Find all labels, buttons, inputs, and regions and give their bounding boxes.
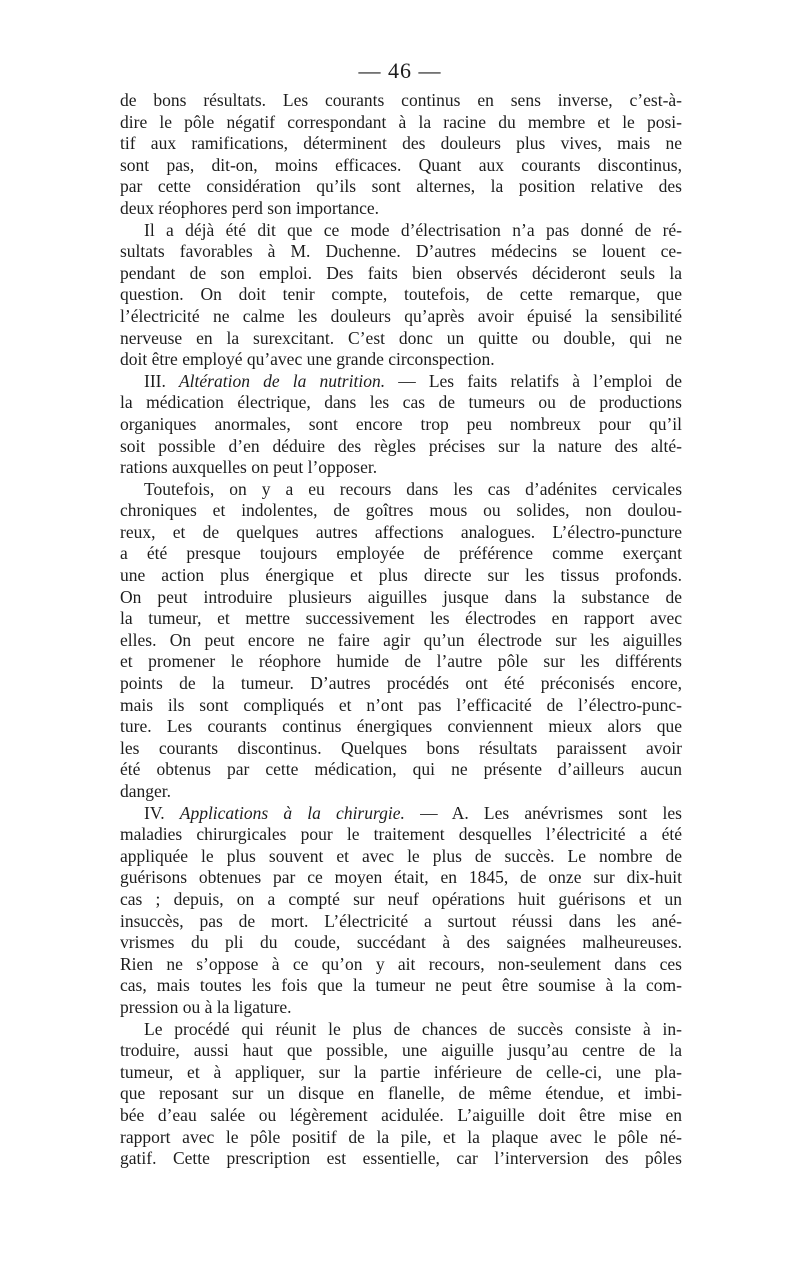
- paragraph: [120, 220, 682, 371]
- page-number: — 46 —: [358, 58, 442, 83]
- text-line: Il a déjà été dit que ce mode d’électrisation n’a pas donné de ré-: [144, 219, 682, 240]
- section-title: Altération de la nutrition.: [178, 370, 386, 391]
- text-line: points de la tumeur. D’autres procédés ont été préconisés encore,: [120, 673, 682, 694]
- line-text: — Les faits relatifs à l’emploi de: [385, 370, 682, 391]
- text-line: et promener le réophore humide de l’autre pôle sur les différents: [120, 651, 682, 672]
- text-line: a été presque toujours employée de préférence comme exerçant: [120, 543, 682, 564]
- text-line: par cette considération qu’ils sont alternes, la position relative des: [120, 176, 682, 197]
- text-line: Toutefois, on y a eu recours dans les cas d’adénites cervicales: [144, 478, 682, 499]
- text-line: elles. On peut encore ne faire agir qu’un électrode sur les aiguilles: [120, 629, 682, 650]
- text-line: soit possible d’en déduire des règles précises sur la nature des alté-: [120, 435, 682, 456]
- text-line: la médication électrique, dans les cas de tumeurs ou de productions: [120, 392, 682, 413]
- text-line: mais ils sont compliqués et n’ont pas l’efficacité de l’électro-punc-: [120, 694, 682, 715]
- text-line: Le procédé qui réunit le plus de chances de succès consiste à in-: [144, 1018, 682, 1039]
- text-line: sont pas, dit-on, moins efficaces. Quant aux courants discontinus,: [120, 154, 682, 175]
- text-line: été obtenus par cette médication, qui ne présente d’ailleurs aucun: [120, 759, 682, 780]
- text-line: rations auxquelles on peut l’opposer.: [120, 457, 378, 478]
- text-line: tumeur, et à appliquer, sur la partie inférieure de celle-ci, une pla-: [120, 1061, 682, 1082]
- text-line: deux réophores perd son importance.: [120, 197, 380, 218]
- text-line: organiques anormales, sont encore trop peu nombreux pour qu’il: [120, 413, 682, 434]
- text-line: une action plus énergique et plus directe sur les tissus profonds.: [120, 565, 682, 586]
- text-line: pendant de son emploi. Des faits bien observés décideront seuls la: [120, 262, 682, 283]
- text-line: tif aux ramifications, déterminent des douleurs plus vives, mais ne: [120, 133, 682, 154]
- text-line: cas, mais toutes les fois que la tumeur ne peut être soumise à la com-: [120, 975, 682, 996]
- text-line: bée d’eau salée ou légèrement acidulée. L’aiguille doit être mise en: [120, 1104, 682, 1125]
- paragraph: [120, 1019, 682, 1170]
- text-line: maladies chirurgicales pour le traitement desquelles l’électricité a été: [120, 824, 682, 845]
- paragraph: [120, 90, 682, 220]
- text-line: On peut introduire plusieurs aiguilles jusque dans la substance de: [120, 586, 682, 607]
- line-text: — A. Les anévrismes sont les: [404, 802, 682, 823]
- text-line: Rien ne s’oppose à ce qu’on y ait recours, non-seulement dans ces: [120, 953, 682, 974]
- text-line: que reposant sur un disque en flanelle, de même étendue, et imbi-: [120, 1083, 682, 1104]
- text-line: [120, 803, 682, 825]
- text-line: cas ; depuis, on a compté sur neuf opérations huit guérisons et un: [120, 888, 682, 909]
- text-line: vrismes du pli du coude, succédant à des saignées malheureuses.: [120, 932, 682, 953]
- text-line: la tumeur, et mettre successivement les électrodes en rapport avec: [120, 608, 682, 629]
- text-line: doit être employé qu’avec une grande circonspection.: [120, 349, 495, 370]
- text-line: gatif. Cette prescription est essentielle, car l’interversion des pôles: [120, 1148, 682, 1169]
- text-line: pression ou à la ligature.: [120, 996, 292, 1017]
- text-line: troduire, aussi haut que possible, une aiguille jusqu’au centre de la: [120, 1040, 682, 1061]
- text-line: insuccès, pas de mort. L’électricité a surtout réussi dans les ané-: [120, 910, 682, 931]
- text-line: l’électricité ne calme les douleurs qu’après avoir épuisé la sensibilité: [120, 305, 682, 326]
- section-number: III.: [144, 370, 179, 391]
- text-line: sultats favorables à M. Duchenne. D’autres médecins se louent ce-: [120, 241, 682, 262]
- text-line: les courants discontinus. Quelques bons résultats paraissent avoir: [120, 737, 682, 758]
- text-line: guérisons obtenues par ce moyen était, en 1845, de onze sur dix-huit: [120, 867, 682, 888]
- text-line: de bons résultats. Les courants continus en sens inverse, c’est-à-: [120, 90, 682, 110]
- text-line: appliquée le plus souvent et avec le plus de succès. Le nombre de: [120, 845, 682, 866]
- text-line: nerveuse en la surexcitant. C’est donc un quitte ou double, qui ne: [120, 327, 682, 348]
- section-number: IV.: [144, 802, 180, 823]
- paragraph: [120, 803, 682, 1019]
- section-title: Applications à la chirurgie.: [179, 802, 405, 823]
- page-body: [120, 90, 682, 1170]
- text-line: dire le pôle négatif correspondant à la racine du membre et le posi-: [120, 111, 682, 132]
- text-line: ture. Les courants continus énergiques conviennent mieux alors que: [120, 716, 682, 737]
- text-line: question. On doit tenir compte, toutefois, de cette remarque, que: [120, 284, 682, 305]
- paragraph: [120, 479, 682, 803]
- text-line: danger.: [120, 781, 172, 801]
- paragraph: [120, 371, 682, 479]
- text-line: chroniques et indolentes, de goîtres mous ou solides, non doulou-: [120, 500, 682, 521]
- text-line: [120, 371, 682, 393]
- text-line: rapport avec le pôle positif de la pile, et la plaque avec le pôle né-: [120, 1126, 682, 1147]
- text-line: reux, et de quelques autres affections analogues. L’électro-puncture: [120, 521, 682, 542]
